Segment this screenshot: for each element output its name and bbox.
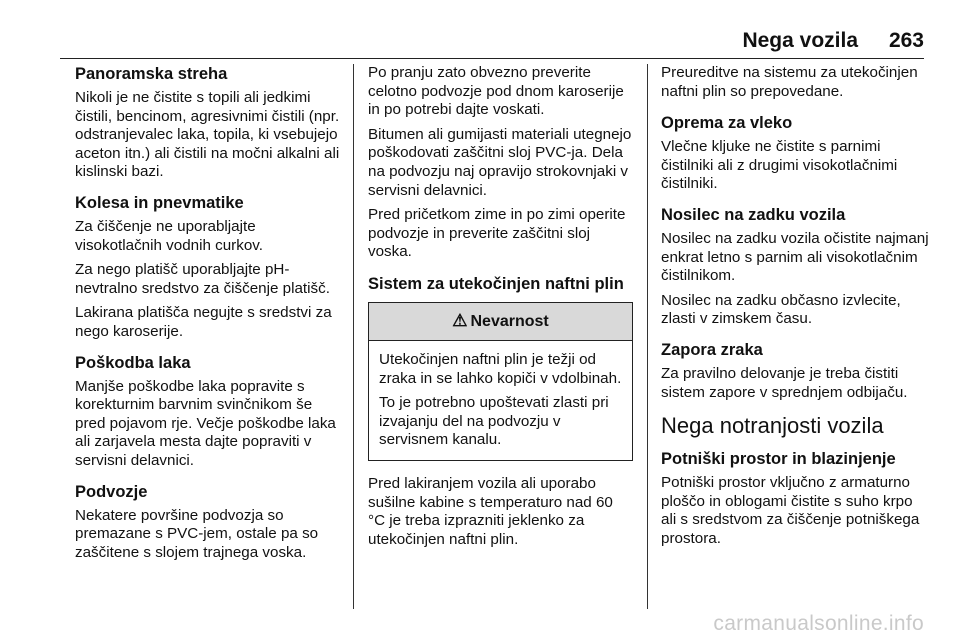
section-heading: Poškodba laka bbox=[75, 353, 191, 372]
paragraph: Nosilec na zadku občasno izvlecite, zlasti v zimskem času. bbox=[661, 291, 901, 328]
paragraph: Nikoli je ne čistite s topili ali jedkimi čistili, bencinom, agresivnimi čistili (npr. odstranjevalec laka, topila, ki vsebujejo aceton itn.) ali čistili na močni alkalni ali kislinski bazi. bbox=[75, 89, 340, 181]
warning-title: Nevarnost bbox=[470, 312, 549, 330]
paragraph: Vlečne kljuke ne čistite s parnimi čistilniki ali z drugimi visokotlačnimi čistilniki. bbox=[661, 138, 898, 193]
chapter-heading: Nega notranjosti vozila bbox=[661, 413, 884, 439]
column-middle bbox=[368, 64, 633, 612]
paragraph: Pred pričetkom zime in po zimi operite podvozje in preverite zaščitni sloj voska. bbox=[368, 206, 626, 261]
warning-icon: ⚠ bbox=[452, 310, 468, 330]
page-number: 263 bbox=[888, 29, 924, 52]
section-heading: Nosilec na zadku vozila bbox=[661, 205, 846, 224]
page-header bbox=[60, 26, 924, 59]
paragraph: Lakirana platišča negujte s sredstvi za nego karoserije. bbox=[75, 304, 332, 340]
warning-body bbox=[369, 341, 632, 460]
paragraph: Bitumen ali gumijasti materiali utegnejo poškodovati zaščitni sloj PVC-ja. Dela na podvozju naj opravijo strokovnjaki v servisni delavnici. bbox=[368, 125, 632, 199]
paragraph: Potniški prostor vključno z armaturno ploščo in oblogami čistite s suho krpo ali s sredstvom za čiščenje potniškega prostora. bbox=[661, 474, 920, 547]
section-nosilec bbox=[661, 205, 929, 329]
paragraph: Pred lakiranjem vozila ali uporabo sušilne kabine s temperaturo nad 60 °C je treba izprazniti jeklenko za utekočinjen naftni plin. bbox=[368, 474, 613, 548]
watermark: carmanualsonline.info bbox=[713, 612, 924, 635]
column-divider bbox=[647, 64, 648, 609]
section-oprema-za-vleko bbox=[661, 113, 929, 194]
warning-box bbox=[368, 302, 633, 461]
paragraph: Nekatere površine podvozja so premazane s PVC-jem, ostale pa so zaščitene s slojem trajnega voska. bbox=[75, 506, 319, 561]
section-podvozje bbox=[75, 482, 340, 563]
section-poskodba-laka bbox=[75, 353, 340, 471]
section-heading: Panoramska streha bbox=[75, 65, 228, 83]
column-right bbox=[661, 64, 929, 612]
section-heading: Podvozje bbox=[75, 482, 148, 501]
section-heading: Sistem za utekočinjen naftni plin bbox=[368, 274, 624, 293]
paragraph: Utekočinjen naftni plin je težji od zraka in se lahko kopiči v vdolbinah. bbox=[379, 350, 622, 387]
paragraph: Po pranju zato obvezno preverite celotno podvozje pod dnom karoserije in po potrebi dajte voskati. bbox=[368, 64, 624, 119]
section-heading: Zapora zraka bbox=[661, 340, 763, 359]
paragraph: Za čiščenje ne uporabljajte visokotlačnih vodnih curkov. bbox=[75, 217, 263, 254]
column-divider bbox=[353, 64, 354, 609]
section-heading: Potniški prostor in blazinjenje bbox=[661, 450, 896, 469]
section-kolesa bbox=[75, 193, 340, 342]
section-panoramska-streha bbox=[75, 64, 340, 182]
section-zapora-zraka bbox=[661, 340, 929, 402]
header-title: Nega vozila bbox=[742, 29, 858, 52]
section-potniski-prostor bbox=[661, 449, 929, 548]
paragraph: Manjše poškodbe laka popravite s korekturnim barvnim svinčnikom še pred pojavom rje. Večje poškodbe laka ali zarjavela mesta dajte popraviti v servisni delavnici. bbox=[75, 377, 336, 469]
section-heading: Kolesa in pnevmatike bbox=[75, 193, 244, 212]
column-left bbox=[75, 64, 340, 612]
paragraph: Za nego platišč uporabljajte pH-nevtralno sredstvo za čiščenje platišč. bbox=[75, 261, 330, 297]
section-heading: Oprema za vleko bbox=[661, 114, 793, 133]
paragraph: Za pravilno delovanje je treba čistiti sistem zapore v sprednjem odbijaču. bbox=[661, 364, 908, 401]
warning-header bbox=[369, 303, 632, 341]
paragraph: Nosilec na zadku vozila očistite najmanj enkrat letno s parnim ali visokotlačnim čistilnikom. bbox=[661, 229, 929, 285]
paragraph: Preureditve na sistemu za utekočinjen naftni plin so prepovedane. bbox=[661, 64, 918, 100]
paragraph: To je potrebno upoštevati zlasti pri izvajanju del na podvozju v servisnem kanalu. bbox=[379, 394, 609, 449]
